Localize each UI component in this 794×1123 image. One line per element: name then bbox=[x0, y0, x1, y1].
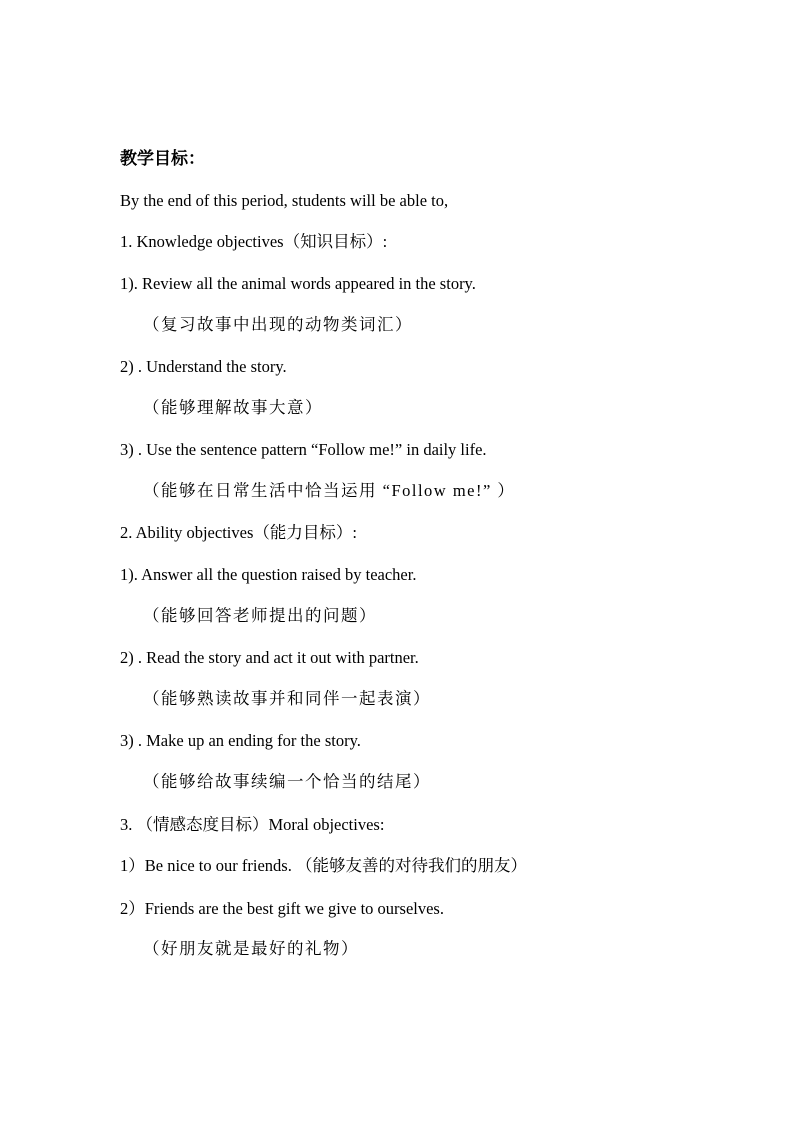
knowledge-objectives-heading: 1. Knowledge objectives（知识目标）: bbox=[120, 232, 388, 251]
moral-item-2-translation: （好朋友就是最好的礼物） bbox=[143, 939, 359, 958]
ability-item-2: 2) . Read the story and act it out with partner. bbox=[120, 648, 419, 667]
knowledge-item-2: 2) . Understand the story. bbox=[120, 357, 287, 376]
moral-item-1: 1）Be nice to our friends. （能够友善的对待我们的朋友） bbox=[120, 856, 527, 875]
ability-item-3-translation: （能够给故事续编一个恰当的结尾） bbox=[143, 772, 431, 791]
knowledge-item-3: 3) . Use the sentence pattern “Follow me!” in daily life. bbox=[120, 440, 487, 459]
ability-item-1-translation: （能够回答老师提出的问题） bbox=[143, 606, 377, 625]
intro-line: By the end of this period, students will be able to, bbox=[120, 191, 449, 210]
moral-item-2: 2）Friends are the best gift we give to ourselves. bbox=[120, 899, 444, 918]
knowledge-item-1: 1). Review all the animal words appeared in the story. bbox=[120, 274, 476, 293]
knowledge-item-2-translation: （能够理解故事大意） bbox=[143, 398, 323, 417]
knowledge-item-1-translation: （复习故事中出现的动物类词汇） bbox=[143, 315, 413, 334]
ability-item-2-translation: （能够熟读故事并和同伴一起表演） bbox=[143, 689, 431, 708]
ability-item-1: 1). Answer all the question raised by teacher. bbox=[120, 565, 417, 584]
ability-objectives-heading: 2. Ability objectives（能力目标）: bbox=[120, 523, 357, 542]
knowledge-item-3-translation: （能够在日常生活中恰当运用 “Follow me!” ） bbox=[143, 481, 516, 500]
ability-item-3: 3) . Make up an ending for the story. bbox=[120, 731, 361, 750]
moral-objectives-heading: 3. （情感态度目标）Moral objectives: bbox=[120, 815, 385, 834]
section-title: 教学目标： bbox=[120, 149, 205, 168]
